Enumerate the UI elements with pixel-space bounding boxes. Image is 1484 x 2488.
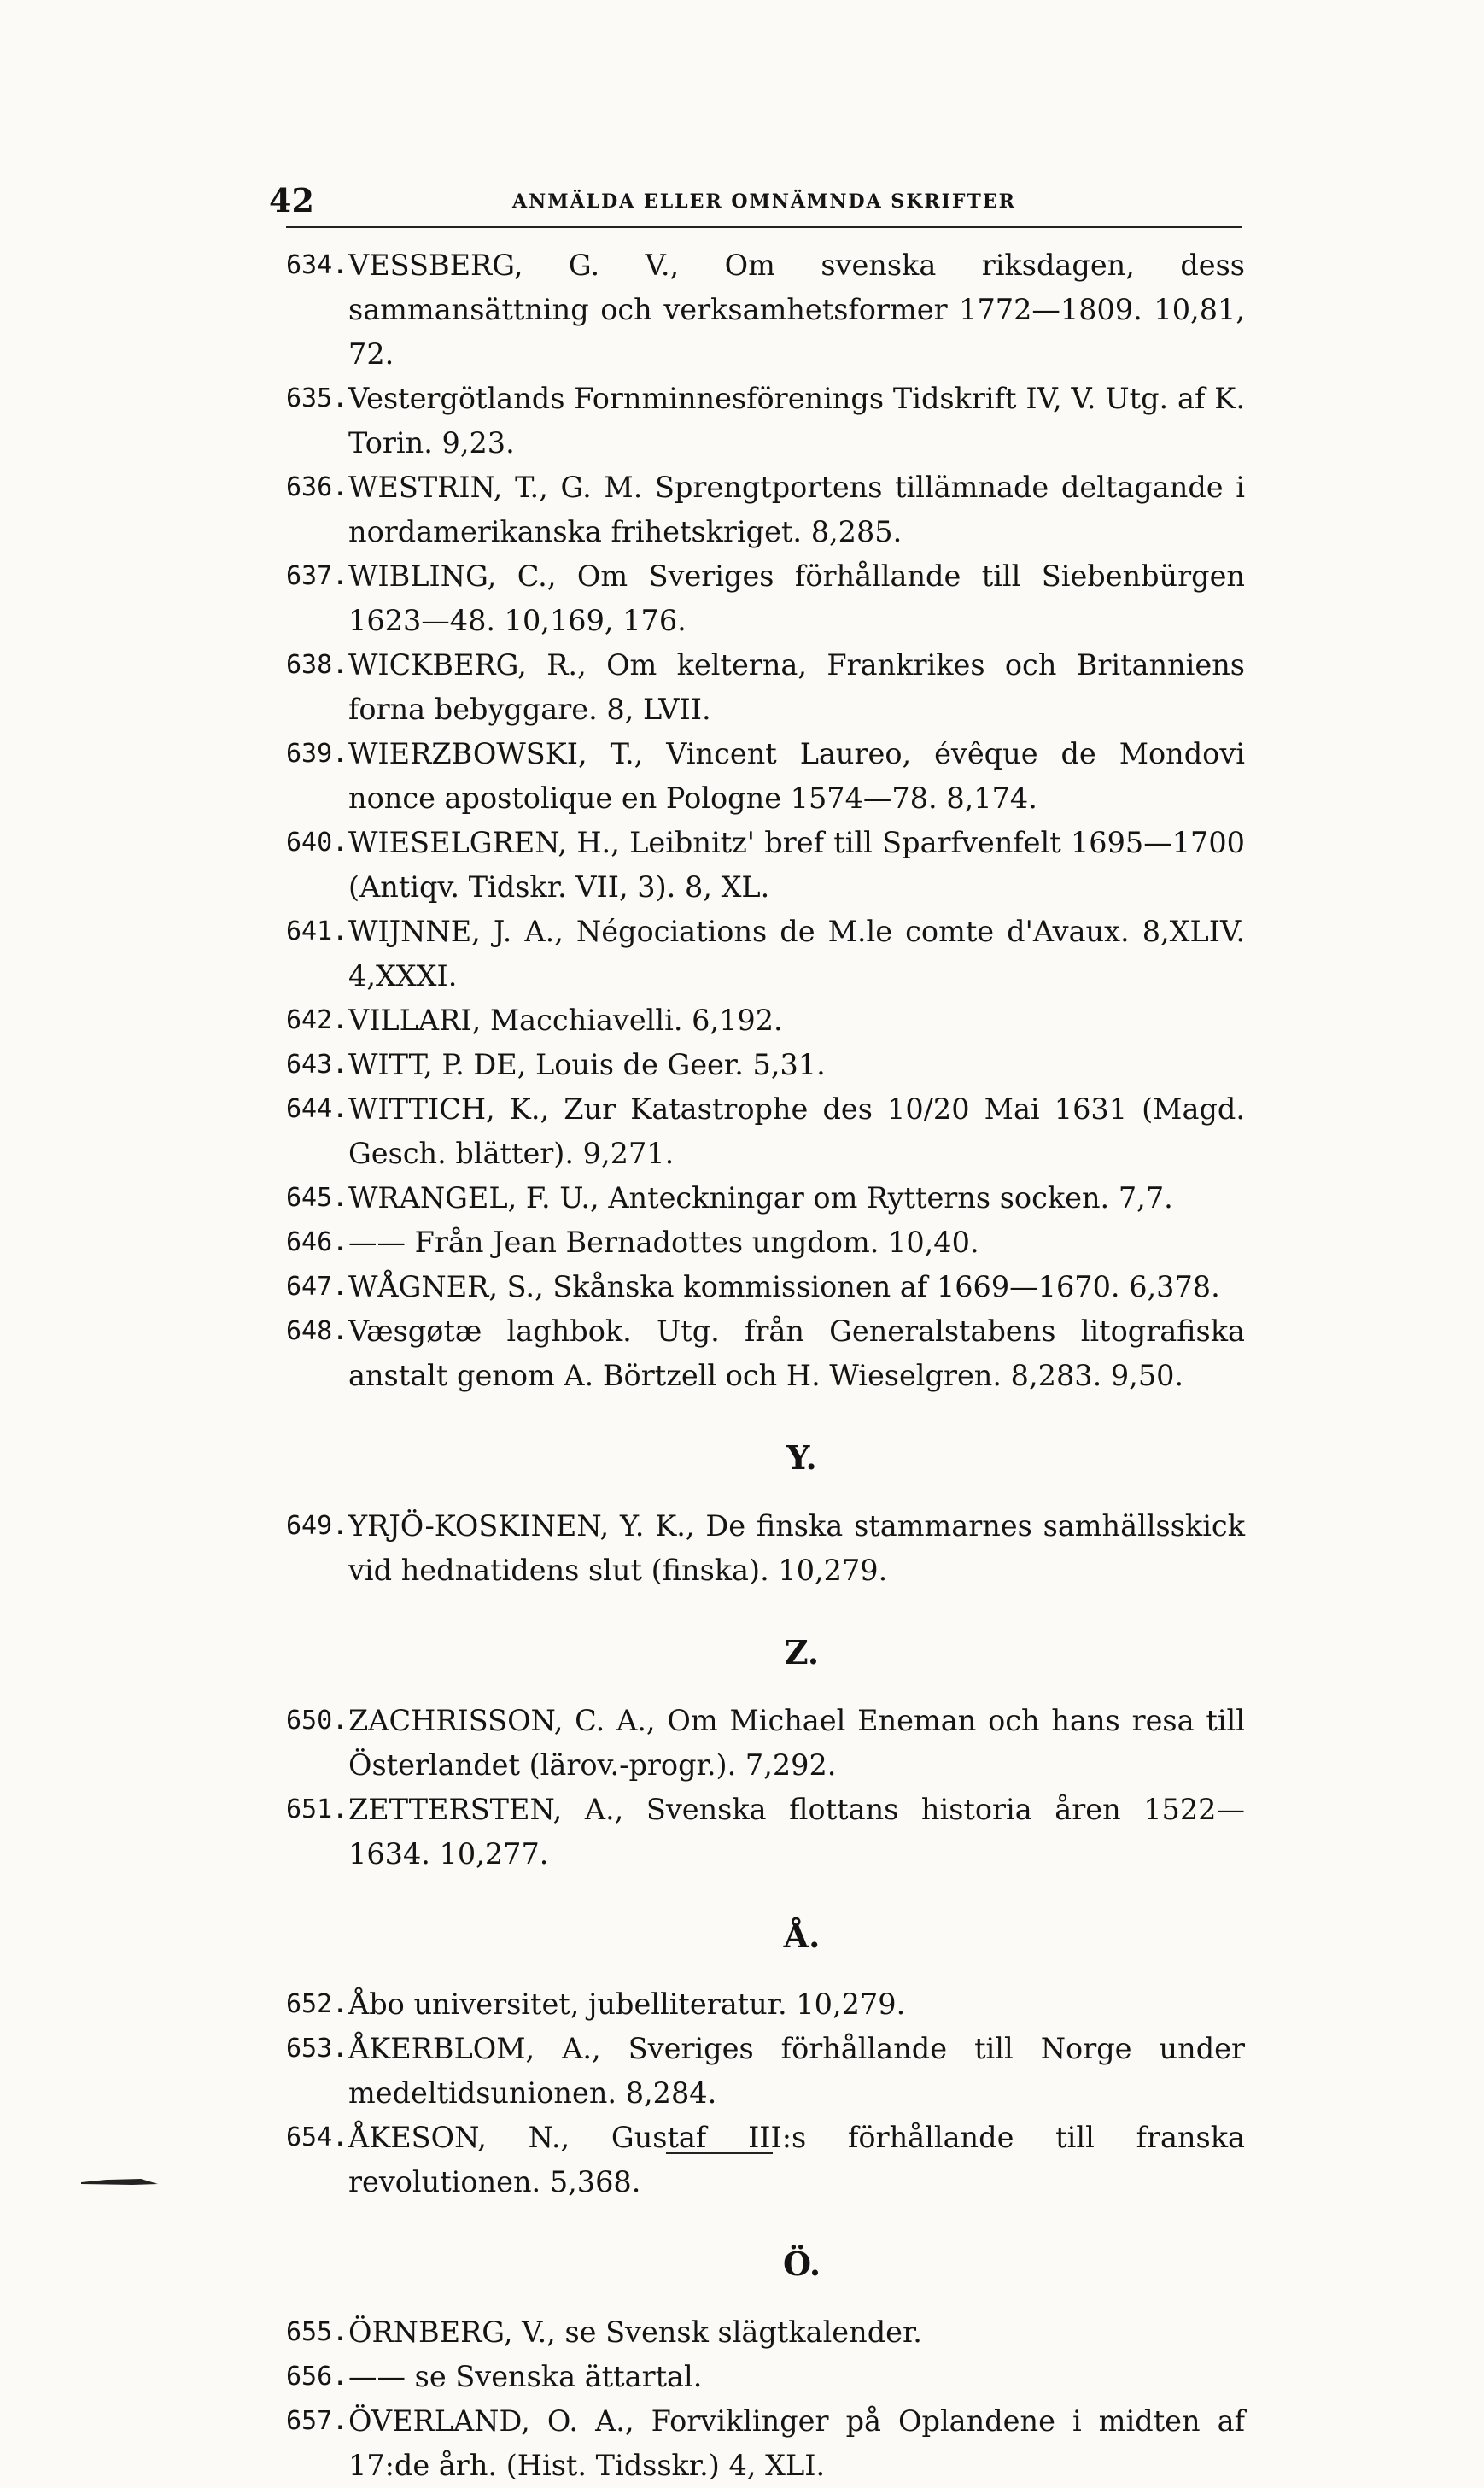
entry-number: 649. (286, 1511, 348, 1541)
entry-number: 634. (286, 250, 348, 280)
bibliography-entry (0, 1309, 1245, 1398)
section-heading-oe: Ö. (782, 2245, 821, 2283)
entry-number: 653. (286, 2034, 348, 2064)
entry-number: 654. (286, 2122, 348, 2152)
entry-text: ÖVERLAND, O. A., Forviklinger på Oplandene i midten af 17:de årh. (Hist. Tidsskr.) 4, XLI. (348, 2404, 1245, 2482)
entry-number: 643. (286, 1050, 348, 1080)
entry-text: WÅGNER, S., Skånska kommissionen af 1669—1670. 6,378. (348, 1270, 1220, 1303)
entry-text: —— Från Jean Bernadottes ungdom. 10,40. (348, 1226, 979, 1259)
entry-number: 651. (286, 1794, 348, 1824)
entry-number: 641. (286, 916, 348, 946)
entry-number: 639. (286, 739, 348, 769)
entry-number: 648. (286, 1316, 348, 1346)
entry-text: WESTRIN, T., G. M. Sprengtportens tillämnade deltagande i nordamerikanska frihetskriget. 8,285. (348, 471, 1245, 548)
bibliography-entry (0, 1982, 1245, 2027)
entry-text: ZACHRISSON, C. A., Om Michael Eneman och hans resa till Österlandet (lärov.-progr.). 7,292. (348, 1704, 1245, 1782)
bibliography-entry (0, 2399, 1245, 2488)
bibliography-entry (0, 643, 1245, 732)
entry-number: 652. (286, 1989, 348, 2019)
entry-number: 638. (286, 650, 348, 680)
bibliography-entry (0, 2116, 1245, 2204)
entry-number: 636. (286, 472, 348, 502)
entry-number: 647. (286, 1272, 348, 1302)
bibliography-entry (0, 821, 1245, 910)
entry-text: WITT, P. DE, Louis de Geer. 5,31. (348, 1048, 826, 1081)
bibliography-list (0, 243, 1484, 2488)
entry-number: 655. (286, 2317, 348, 2347)
entry-text: WICKBERG, R., Om kelterna, Frankrikes och Britanniens forna bebyggare. 8, LVII. (348, 648, 1245, 726)
bibliography-entry (0, 465, 1245, 554)
entry-text: ÅKERBLOM, A., Sveriges förhållande till Norge under medeltidsunionen. 8,284. (348, 2032, 1245, 2110)
entry-text: WITTICH, K., Zur Katastrophe des 10/20 Mai 1631 (Magd. Gesch. blätter). 9,271. (348, 1092, 1245, 1170)
entry-text: WRANGEL, F. U., Anteckningar om Rytterns socken. 7,7. (348, 1181, 1173, 1215)
entry-text: —— se Svenska ättartal. (348, 2360, 703, 2393)
entry-text: VESSBERG, G. V., Om svenska riksdagen, dess sammansättning och verksamhetsformer 1772—1809. 10,81, 72. (348, 249, 1245, 371)
closing-rule (666, 2152, 773, 2154)
bibliography-entry (0, 2355, 1245, 2399)
bibliography-entry (0, 1087, 1245, 1176)
bibliography-entry (0, 998, 1245, 1043)
entry-number: 656. (286, 2362, 348, 2391)
section-heading-z: Z. (784, 1633, 820, 1671)
entry-text: Væsgøtæ laghbok. Utg. från Generalstabens litografiska anstalt genom A. Börtzell och H. Wieselgren. 8,283. 9,50. (348, 1314, 1245, 1392)
margin-ink-mark (81, 2174, 158, 2186)
bibliography-entry (0, 2310, 1245, 2355)
bibliography-entry (0, 1221, 1245, 1265)
bibliography-entry (0, 2027, 1245, 2116)
entry-text: YRJÖ-KOSKINEN, Y. K., De finska stammarnes samhällsskick vid hednatidens slut (finska). 10,279. (348, 1509, 1245, 1587)
entry-text: Vestergötlands Fornminnesförenings Tidskrift IV, V. Utg. af K. Torin. 9,23. (348, 382, 1245, 460)
entry-number: 650. (286, 1706, 348, 1736)
entry-number: 635. (286, 383, 348, 413)
page-number: 42 (269, 181, 314, 220)
bibliography-entry (0, 243, 1245, 377)
entry-text: ÅKESON, N., Gustaf III:s förhållande till franska revolutionen. 5,368. (348, 2121, 1245, 2198)
section-heading-y: Y. (786, 1438, 817, 1477)
bibliography-entry (0, 1043, 1245, 1087)
entry-number: 645. (286, 1183, 348, 1213)
entry-text: ZETTERSTEN, A., Svenska flottans historia åren 1522—1634. 10,277. (348, 1793, 1245, 1870)
page-header (269, 179, 1259, 222)
bibliography-entry (0, 910, 1245, 998)
entry-number: 657. (286, 2406, 348, 2436)
bibliography-entry (0, 1176, 1245, 1221)
entry-number: 637. (286, 561, 348, 591)
running-head: ANMÄLDA ELLER OMNÄMNDA SKRIFTER (512, 190, 1016, 213)
entry-text: WIESELGREN, H., Leibnitz' bref till Sparfvenfelt 1695—1700 (Antiqv. Tidskr. VII, 3). 8, XL. (348, 826, 1245, 904)
entry-text: VILLARI, Macchiavelli. 6,192. (348, 1004, 783, 1037)
entry-number: 640. (286, 828, 348, 858)
entry-text: WIBLING, C., Om Sveriges förhållande till Siebenbürgen 1623—48. 10,169, 176. (348, 559, 1245, 637)
bibliography-entry (0, 732, 1245, 821)
header-rule (286, 226, 1242, 228)
bibliography-entry (0, 377, 1245, 465)
entry-text: Åbo universitet, jubelliteratur. 10,279. (348, 1987, 906, 2021)
bibliography-entry (0, 1265, 1245, 1309)
entry-text: ÖRNBERG, V., se Svensk slägtkalender. (348, 2315, 922, 2349)
bibliography-entry (0, 1504, 1245, 1593)
entry-number: 642. (286, 1005, 348, 1035)
section-heading-aa: Å. (783, 1917, 821, 1955)
bibliography-entry (0, 1699, 1245, 1788)
bibliography-entry (0, 554, 1245, 643)
entry-number: 644. (286, 1094, 348, 1124)
entry-text: WIJNNE, J. A., Négociations de M.le comte d'Avaux. 8,XLIV. 4,XXXI. (348, 915, 1245, 992)
bibliography-entry (0, 1788, 1245, 1876)
entry-number: 646. (286, 1227, 348, 1257)
entry-text: WIERZBOWSKI, T., Vincent Laureo, évêque de Mondovi nonce apostolique en Pologne 1574—78. 8,174. (348, 737, 1245, 815)
